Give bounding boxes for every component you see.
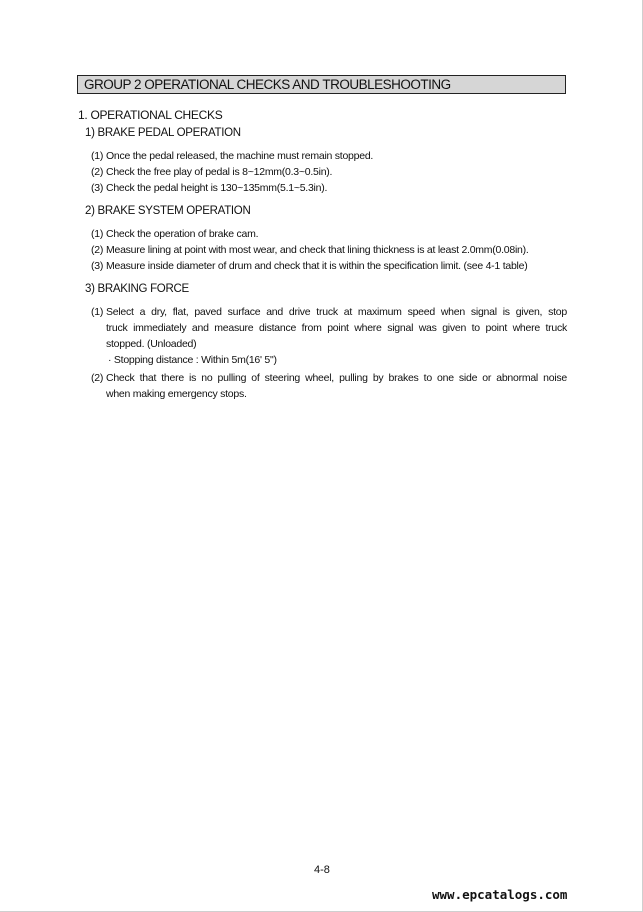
item-text-line: when making emergency stops.: [106, 388, 247, 400]
item-number: (2): [91, 244, 104, 256]
list-item: [0, 228, 643, 242]
section-title: 1. OPERATIONAL CHECKS: [78, 108, 223, 122]
item-text: Check the operation of brake cam.: [106, 228, 259, 240]
item-number: (2): [91, 372, 104, 384]
list-item: [0, 182, 643, 196]
page-number: 4-8: [314, 864, 330, 876]
list-item: [0, 150, 643, 164]
item-text: Measure lining at point with most wear, and check that lining thickness is at least 2.0mm(0.08in).: [106, 244, 529, 256]
list-item: [0, 166, 643, 180]
list-item: [0, 260, 643, 274]
item-text: Measure inside diameter of drum and check that it is within the specification limit. (see 4-1 table): [106, 260, 528, 272]
item-number: (2): [91, 166, 104, 178]
item-number: (1): [91, 228, 104, 240]
item-text-line: Check that there is no pulling of steering wheel, pulling by brakes to one side or abnormal noise: [106, 372, 567, 384]
watermark: www.epcatalogs.com: [432, 887, 568, 902]
item-text: Check the pedal height is 130~135mm(5.1~5.3in).: [106, 182, 328, 194]
subsection-title-brake-pedal: 1) BRAKE PEDAL OPERATION: [85, 127, 241, 139]
item-number: (1): [91, 306, 104, 318]
item-number: (3): [91, 260, 104, 272]
group-title: GROUP 2 OPERATIONAL CHECKS AND TROUBLESHOOTING: [77, 75, 566, 94]
item-text-line: Select a dry, flat, paved surface and drive truck at maximum speed when signal is given, stop: [106, 306, 567, 318]
item-number: (3): [91, 182, 104, 194]
list-item: [0, 244, 643, 258]
item-text-line: truck immediately and measure distance from point where signal was given to point where truck: [106, 322, 567, 334]
bullet-stopping-distance: · Stopping distance : Within 5m(16' 5"): [108, 354, 277, 366]
subsection-title-brake-system: 2) BRAKE SYSTEM OPERATION: [85, 205, 251, 217]
item-number: (1): [91, 150, 104, 162]
subsection-title-braking-force: 3) BRAKING FORCE: [85, 283, 189, 295]
item-text: Check the free play of pedal is 8~12mm(0.3~0.5in).: [106, 166, 333, 178]
item-text-line: stopped. (Unloaded): [106, 338, 197, 350]
item-text: Once the pedal released, the machine must remain stopped.: [106, 150, 374, 162]
